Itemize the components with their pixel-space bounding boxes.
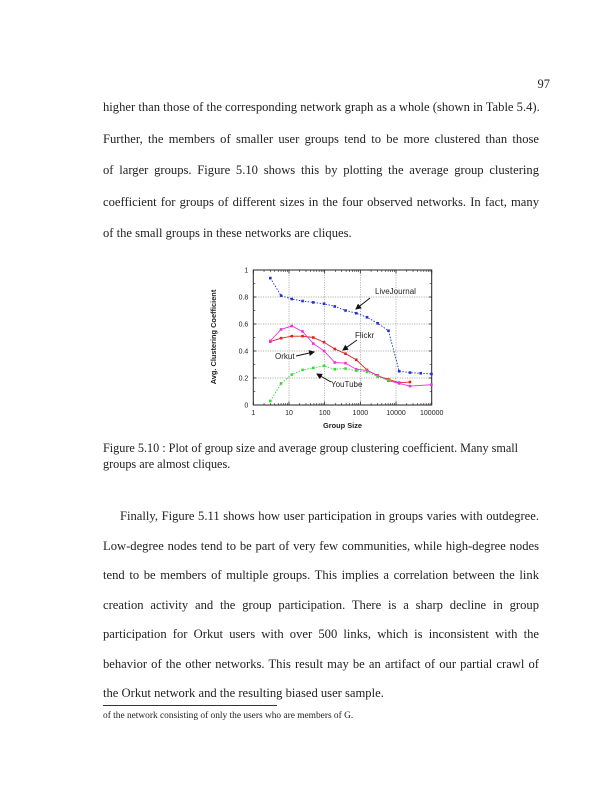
annotation-livejournal: LiveJournal: [375, 287, 416, 296]
text-line: of larger groups. Figure 5.10 shows this by plotting the average group clustering: [103, 163, 539, 177]
data-point: [323, 365, 326, 368]
annotation-flickr: Flickr: [355, 331, 375, 340]
data-point: [323, 302, 326, 305]
data-point: [280, 328, 283, 331]
data-point: [344, 352, 347, 355]
data-point: [301, 335, 304, 338]
data-point: [301, 300, 304, 303]
x-tick-label: 1000: [352, 410, 369, 417]
data-point: [419, 372, 422, 375]
data-point: [312, 336, 315, 339]
text-line: higher than those of the corresponding network graph as a whole (shown in Table 5.4).: [103, 100, 540, 114]
annotation-orkut: Orkut: [275, 352, 295, 361]
data-point: [301, 330, 304, 333]
data-point: [291, 335, 294, 338]
data-point: [333, 305, 336, 308]
data-point: [301, 369, 304, 372]
text-line: coefficient for groups of different sizes in the four observed networks. In fact, many: [103, 194, 539, 209]
data-point: [409, 385, 412, 388]
y-tick-label: 0: [244, 402, 249, 410]
series-youtube: [269, 365, 390, 403]
data-point: [355, 369, 358, 372]
text-line: participation for Orkut users with over 500 links, which is inconsistent with the: [103, 627, 539, 641]
text-line: Further, the members of smaller user groups tend to be more clustered than those: [103, 131, 539, 146]
data-point: [323, 350, 326, 353]
data-point: [312, 367, 315, 370]
text-line: of the small groups in these networks are cliques.: [103, 226, 352, 240]
data-point: [430, 373, 433, 376]
x-axis-label: Group Size: [322, 421, 363, 430]
data-point: [409, 371, 412, 374]
y-tick-label: 0.2: [238, 375, 249, 383]
page-number: 97: [537, 77, 550, 91]
data-point: [387, 379, 390, 382]
footnote-rule: [103, 705, 277, 706]
data-point: [344, 367, 347, 370]
annotation-arrow: [343, 340, 357, 350]
y-axis-label: Avg. Clustering Coefficient: [209, 289, 218, 385]
data-point: [355, 312, 358, 315]
text-line: the Orkut network and the resulting biased user sample.: [103, 686, 384, 700]
data-point: [387, 329, 390, 332]
data-point: [269, 340, 272, 343]
data-point: [333, 348, 336, 351]
y-tick-label: 0.8: [238, 294, 249, 302]
data-point: [430, 383, 433, 386]
data-point: [291, 325, 294, 328]
data-point: [355, 358, 358, 361]
footnote: of the network consisting of only the users who are members of G.: [103, 711, 354, 721]
data-point: [366, 371, 369, 374]
data-point: [312, 301, 315, 304]
data-point: [291, 373, 294, 376]
y-tick-label: 0.6: [238, 321, 249, 329]
data-point: [333, 361, 336, 364]
annotation-arrow: [356, 298, 370, 309]
x-tick-label: 10000: [386, 410, 406, 417]
y-tick-label: 0.4: [238, 348, 249, 356]
data-point: [269, 277, 272, 280]
text-line: creation activity and the group participation. There is a sharp decline in group: [103, 597, 539, 612]
data-point: [398, 382, 401, 385]
data-point: [280, 337, 283, 340]
data-point: [398, 370, 401, 373]
data-point: [366, 316, 369, 319]
data-point: [291, 298, 294, 301]
data-point: [269, 400, 272, 403]
annotations: [275, 287, 416, 389]
x-tick-label: 1: [251, 410, 256, 417]
annotation-youtube: YouTube: [331, 380, 363, 389]
text-line: Finally, Figure 5.11 shows how user participation in groups varies with outdegree.: [120, 509, 539, 523]
data-point: [312, 342, 315, 345]
data-point: [280, 382, 283, 385]
x-tick-label: 10: [285, 410, 293, 417]
x-tick-label: 100: [318, 410, 331, 417]
data-point: [376, 322, 379, 325]
data-point: [376, 375, 379, 378]
x-tick-label: 100000: [420, 410, 444, 417]
y-tick-label: 1: [244, 267, 249, 275]
text-line: Low-degree nodes tend to be part of very few communities, while high-degree nodes: [103, 538, 539, 553]
data-point: [409, 381, 412, 384]
data-point: [344, 309, 347, 312]
data-point: [333, 368, 336, 371]
data-point: [280, 294, 283, 297]
data-point: [344, 362, 347, 365]
text-line: behavior of the other networks. This result may be an artifact of our partial crawl of: [103, 656, 539, 671]
text-line: tend to be members of multiple groups. This implies a correlation between the link: [103, 568, 539, 582]
annotation-arrow: [296, 352, 314, 356]
data-point: [323, 341, 326, 344]
series-line-youtube: [270, 366, 388, 401]
figure-caption: Figure 5.10 : Plot of group size and average group clustering coefficient. Many small groups are almost cliques.: [103, 441, 519, 471]
